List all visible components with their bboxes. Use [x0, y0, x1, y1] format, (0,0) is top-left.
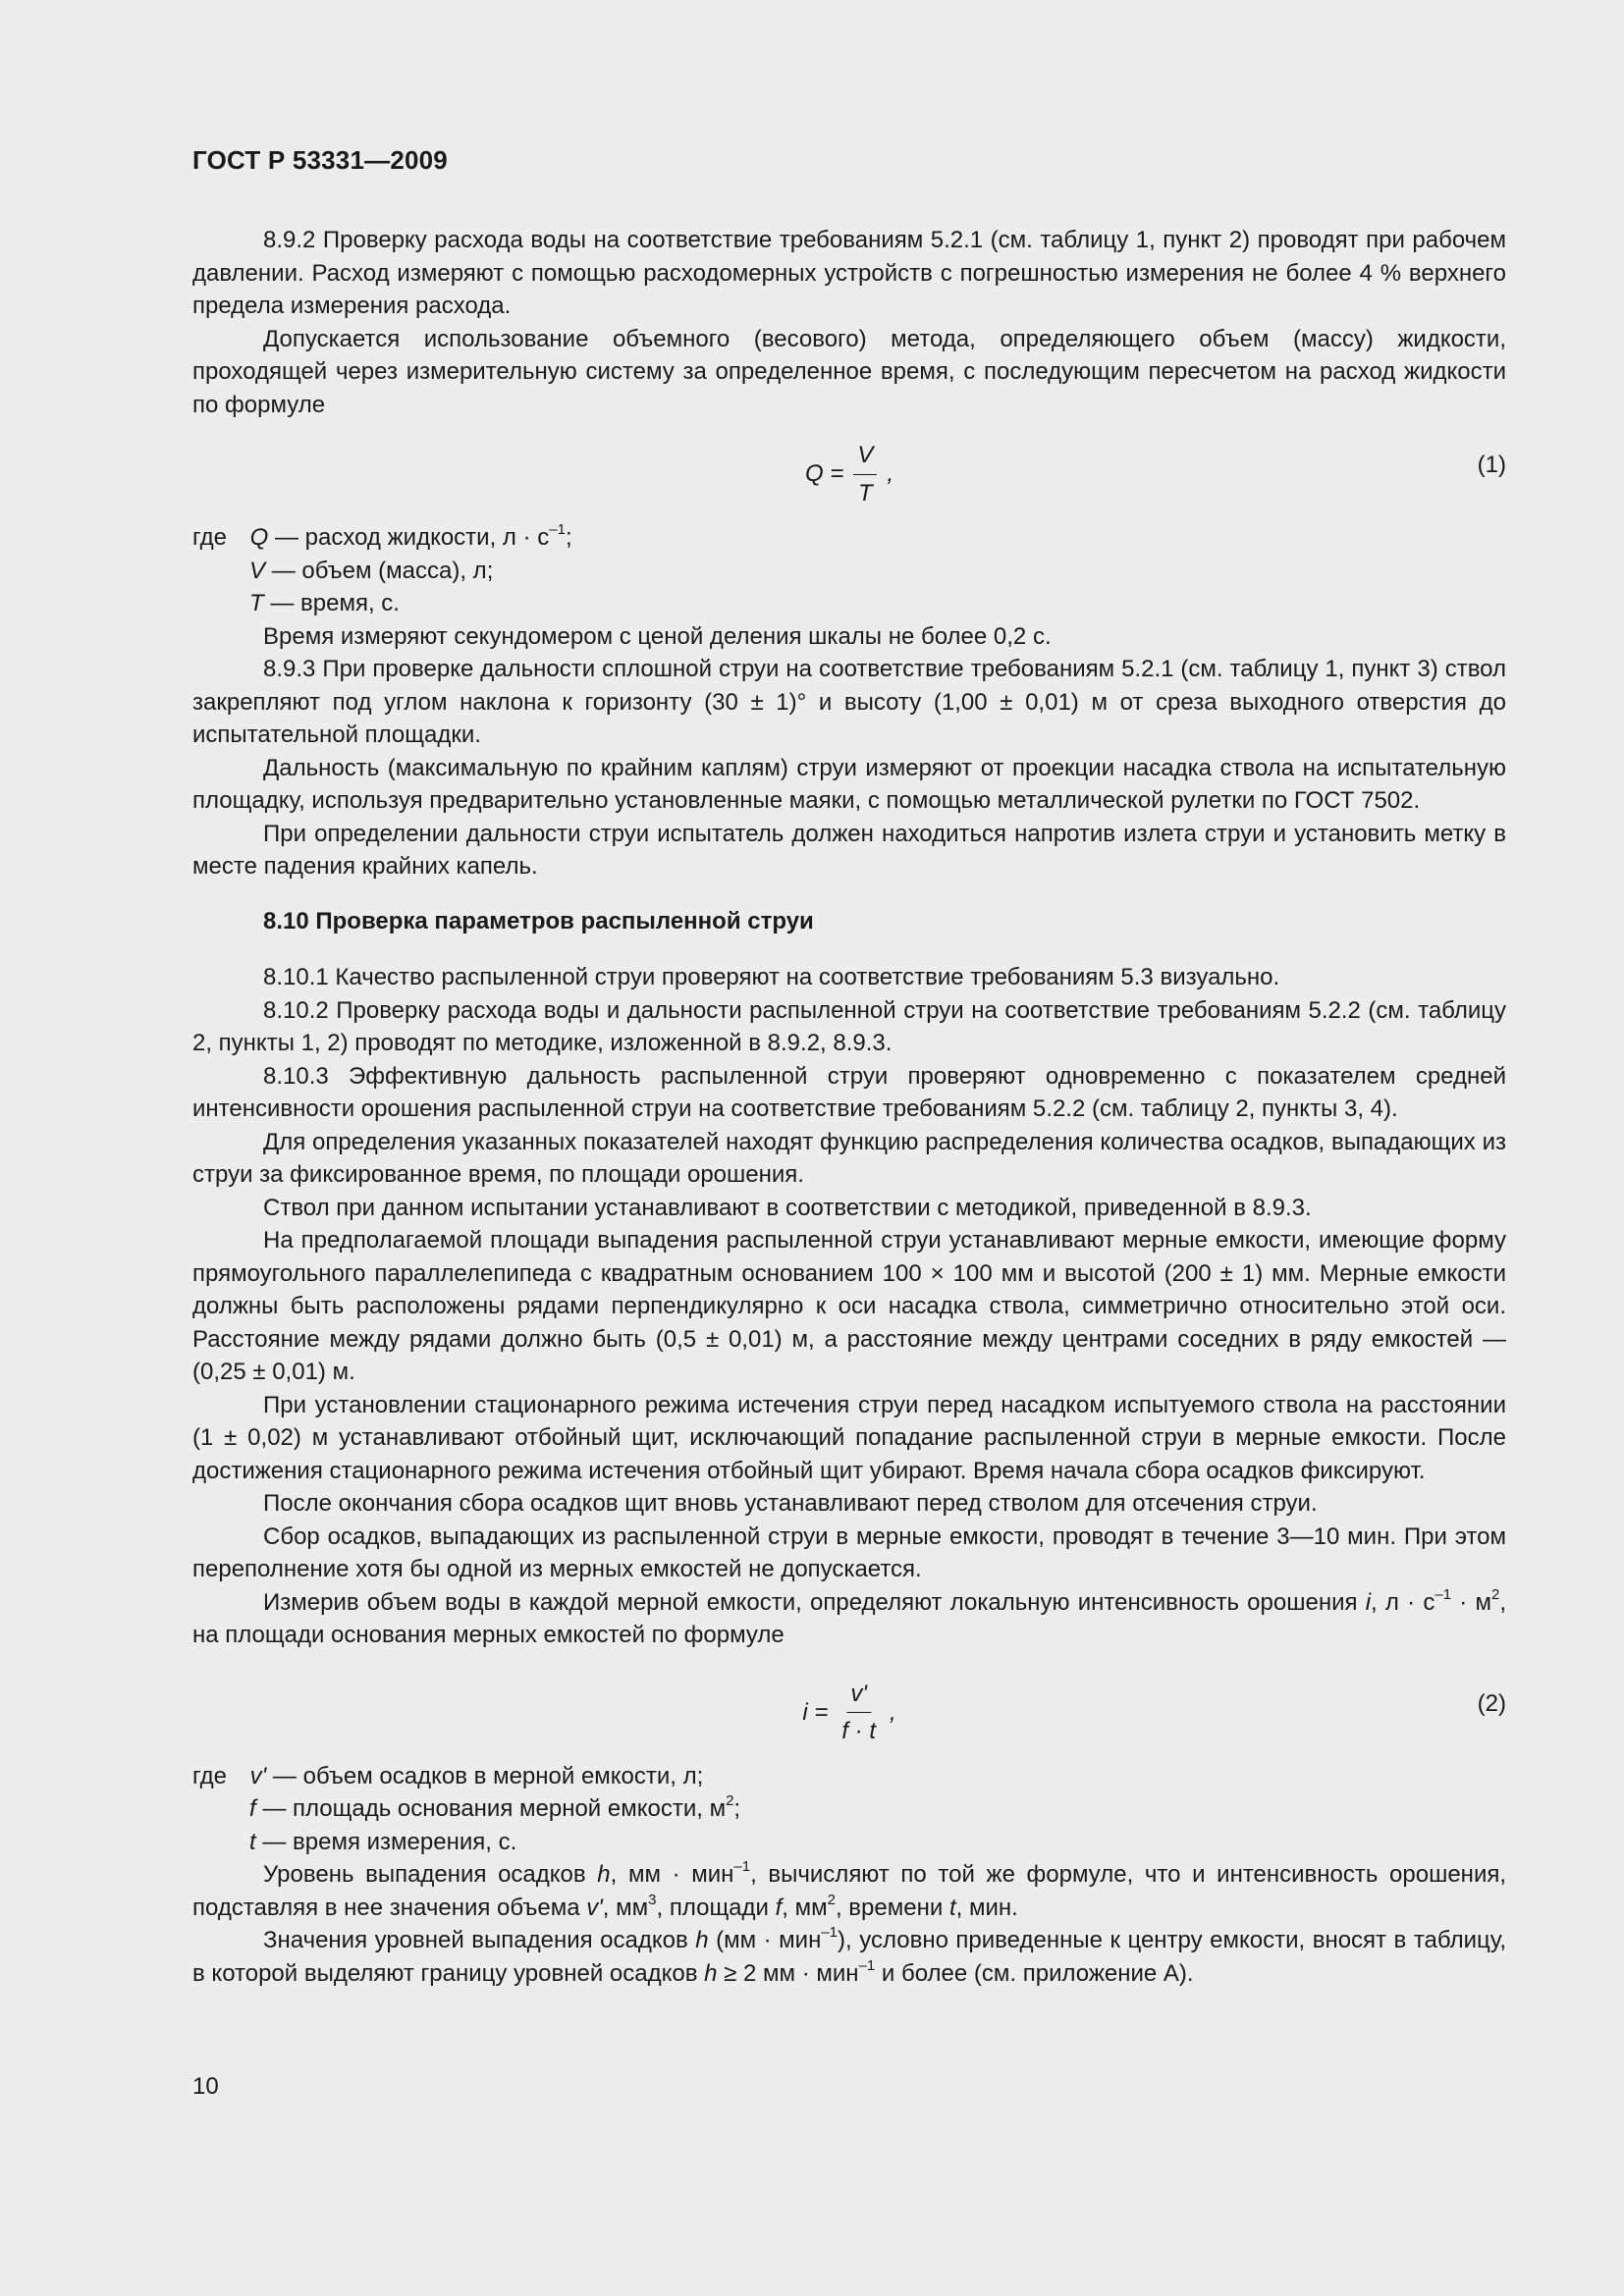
level-text-e: , площади [656, 1894, 776, 1921]
formula-1-number: (1) [1477, 452, 1506, 478]
paragraph-shield: При установлении стационарного режима истечения струи перед насадком испытуемого ствола на расстоянии (1 ± 0,02) м устанавливают отбойный щит, исключающий попадание распыленной струи в мерные емкости. После достижения стационарного режима истечения отбойный щит убирают. Время начала сбора осадков фиксируют. [192, 1391, 1506, 1484]
legend2-text-f: — площадь основания мерной емкости, м [255, 1795, 727, 1822]
formula-2-expression [802, 1678, 895, 1748]
paragraph-8-9-3: 8.9.3 При проверке дальности сплошной струи на соответствие требованиям 5.2.1 (см. таблицу 1, пункт 3) ствол закрепляют под углом наклона к горизонту (30 ± 1)° и высоту (1,00 ± 0,01) м от среза выходного отверстия до испытательной площадки. [192, 656, 1506, 748]
level-sup-1: –1 [733, 1858, 751, 1875]
level-text-a: Уровень выпадения осадков [263, 1861, 598, 1888]
formula-2-number: (2) [1477, 1689, 1506, 1717]
level-text-b: , мм · мин [610, 1861, 734, 1888]
intensity-sup-1: –1 [1435, 1585, 1452, 1603]
paragraph-barrel-setup: Ствол при данном испытании устанавливают в соответствии с методикой, приведенной в 8.9.3. [263, 1194, 1312, 1221]
level-symbol-f: f [775, 1894, 783, 1921]
paragraph-range-measure: Дальность (максимальную по крайним каплям) струи измеряют от проекции насадка ствола на испытательную площадку, используя предварительно установленные маяки, с помощью металлической рулетки по ГОСТ 7502. [192, 754, 1506, 814]
paragraph-stopwatch: Время измеряют секундомером с ценой деления шкалы не более 0,2 с. [263, 622, 1052, 650]
intensity-text-a: Измерив объем воды в каждой мерной емкости, определяют локальную интенсивность орошения [263, 1588, 1366, 1616]
paragraph-distribution: Для определения указанных показателей находят функцию распределения количества осадков, выпадающих из струи за фиксированное время, по площади орошения. [192, 1128, 1506, 1188]
paragraph-collection: Сбор осадков, выпадающих из распыленной струи в мерные емкости, проводят в течение 3—10 мин. При этом переполнение хотя бы одной из мерных емкостей не допускается. [192, 1522, 1506, 1582]
legend2-sup-f: 2 [726, 1792, 734, 1809]
legend-symbol-q: Q [249, 524, 269, 551]
paragraph-local-intensity [192, 1586, 1506, 1652]
legend2-row-f [192, 1792, 1506, 1826]
formula-2-fraction [838, 1678, 880, 1748]
table-text-a: Значения уровней выпадения осадков [263, 1927, 696, 1953]
legend-row-t [192, 587, 1506, 620]
table-text-e: и более (см. приложение А). [875, 1959, 1194, 1987]
legend-row-v [192, 555, 1506, 588]
formula-2-denominator: f · t [841, 1718, 877, 1744]
legend2-symbol-v: v' [249, 1762, 267, 1789]
legend2-text-t: — время измерения, с. [255, 1828, 517, 1855]
legend2-end-f: ; [733, 1795, 741, 1822]
level-text-h: , времени [835, 1894, 949, 1921]
formula-1-numerator: V [853, 439, 877, 475]
legend2-row-v [192, 1760, 1506, 1793]
formula-1-legend [192, 521, 1506, 620]
legend-row-q [192, 521, 1506, 555]
level-sup-3: 2 [827, 1891, 836, 1908]
formula-2-numerator: v' [846, 1678, 871, 1714]
legend-text-q: — расход жидкости, л · с [275, 524, 550, 551]
paragraph-range-tester: При определении дальности струи испытатель должен находиться напротив излета струи и установить метку в месте падения крайних капель. [192, 820, 1506, 880]
section-heading-8-10: 8.10 Проверка параметров распыленной струи [263, 907, 814, 934]
formula-2-lhs: i = [802, 1698, 829, 1726]
legend-sup-q: –1 [549, 521, 566, 538]
legend-text-v: — объем (масса), л; [271, 557, 494, 584]
table-text-c: ), условно приведенные к центру емкости, вносят в таблицу, в которой выделяют границу уровней осадков [192, 1927, 1506, 1987]
paragraph-volumetric-method: Допускается использование объемного (весового) метода, определяющего объем (массу) жидкости, проходящей через измерительную систему за определенное время, с последующим пересчетом на расход жидкости по формуле [192, 325, 1506, 418]
legend2-symbol-f: f [249, 1795, 256, 1822]
legend2-symbol-t: t [249, 1828, 256, 1855]
level-symbol-v: v' [586, 1894, 603, 1921]
paragraph-8-9-2: 8.9.2 Проверку расхода воды на соответствие требованиям 5.2.1 (см. таблицу 1, пункт 2) проводят при рабочем давлении. Расход измеряют с помощью расходомерных устройств с погрешностью измерения не более 4 % верхнего предела измерения расхода. [192, 227, 1506, 319]
page-number: 10 [192, 2073, 219, 2100]
formula-1-lhs: Q = [804, 460, 844, 488]
document-body [192, 224, 1506, 1990]
table-text-d: ≥ 2 мм · мин [717, 1959, 859, 1987]
table-symbol-h: h [695, 1927, 709, 1953]
legend2-where-word: где [192, 1762, 228, 1789]
intensity-text-d: , на площади основания мерных емкостей по формуле [192, 1588, 1507, 1648]
paragraph-8-10-1: 8.10.1 Качество распыленной струи проверяют на соответствие требованиям 5.3 визуально. [263, 964, 1280, 990]
formula-1-fraction [853, 439, 877, 509]
level-text-c: , вычисляют по той же формуле, что и интенсивность орошения, подставляя в нее значения объема [192, 1861, 1507, 1921]
paragraph-8-10-2: 8.10.2 Проверку расхода воды и дальности распыленной струи на соответствие требованиям 5.2.2 (см. таблицу 2, пункты 1, 2) проводят по методике, изложенной в 8.9.2, 8.9.3. [192, 996, 1506, 1056]
legend-end-q: ; [565, 524, 572, 551]
paragraph-8-10-3: 8.10.3 Эффективную дальность распыленной струи проверяют одновременно с показателем средней интенсивности орошения распыленной струи на соответствие требованиям 5.2.2 (см. таблицу 2, пункты 3, 4). [192, 1062, 1506, 1122]
table-sup-1: –1 [821, 1924, 839, 1941]
legend-text-t: — время, с. [270, 590, 400, 616]
paragraph-levels-table [192, 1924, 1506, 1990]
intensity-symbol-i: i [1365, 1588, 1372, 1616]
intensity-text-c: · м [1451, 1588, 1491, 1616]
legend-symbol-v: V [249, 557, 266, 584]
formula-2-tail: , [890, 1698, 896, 1726]
formula-2-legend [192, 1760, 1506, 1859]
level-text-d: , мм [602, 1894, 649, 1921]
table-sup-2: –1 [858, 1956, 876, 1974]
paragraph-shield-return: После окончания сбора осадков щит вновь устанавливают перед стволом для отсечения струи. [263, 1490, 1318, 1517]
level-symbol-t: t [948, 1894, 956, 1921]
document-header: ГОСТ Р 53331—2009 [192, 145, 448, 175]
formula-2 [192, 1678, 1506, 1760]
formula-1 [192, 439, 1506, 521]
legend2-text-v: — объем осадков в мерной емкости, л; [266, 1762, 704, 1789]
paragraph-vessels: На предполагаемой площади выпадения распыленной струи устанавливают мерные емкости, имеющие форму прямоугольного параллелепипеда с квадратным основанием 100 × 100 мм и высотой (200 ± 1) мм. Мерные емкости должны быть расположены рядами перпендикулярно к оси насадка ствола, симметрично относительно этой оси. Расстояние между рядами должно быть (0,5 ± 0,01) м, а расстояние между центрами соседних в ряду емкостей — (0,25 ± 0,01) м. [192, 1227, 1506, 1385]
table-text-b: (мм · мин [708, 1927, 822, 1953]
level-text-end: , мин. [955, 1894, 1018, 1921]
legend-where-word: где [192, 524, 228, 551]
level-text-g: , мм [782, 1894, 828, 1921]
level-sup-2: 3 [648, 1891, 657, 1908]
formula-1-expression [805, 439, 893, 509]
intensity-sup-2: 2 [1491, 1585, 1500, 1603]
table-symbol-h2: h [704, 1959, 718, 1987]
formula-1-denominator: T [858, 479, 873, 507]
legend2-row-t [192, 1826, 1506, 1859]
intensity-text-b: , л · с [1371, 1588, 1435, 1616]
legend-symbol-t: T [249, 590, 264, 616]
paragraph-precipitation-level [192, 1858, 1506, 1924]
level-symbol-h: h [597, 1861, 611, 1888]
formula-1-tail: , [887, 460, 894, 488]
